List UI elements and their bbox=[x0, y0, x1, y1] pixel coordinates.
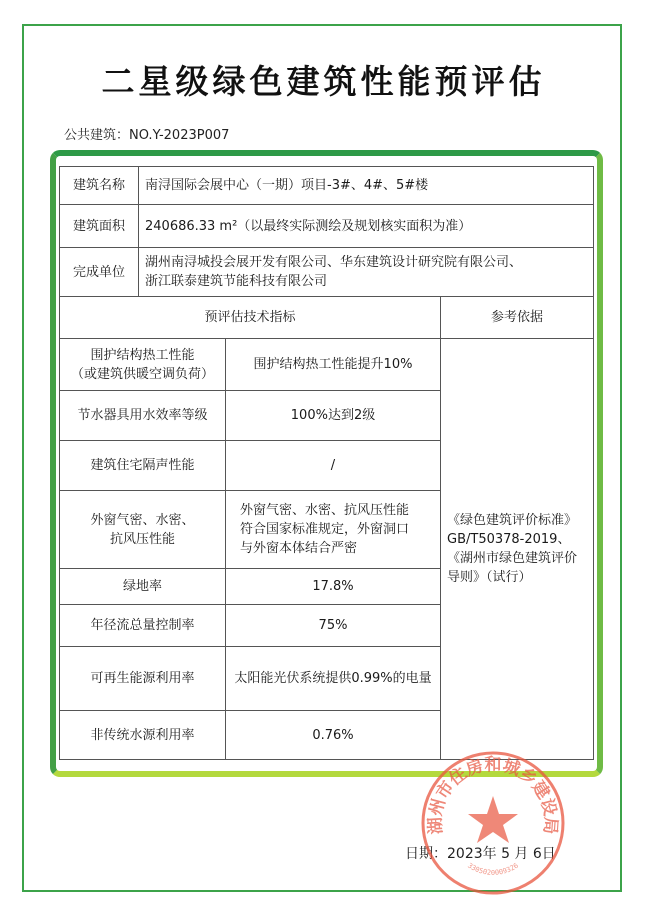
issue-date: 日期：2023年 5 月 6日 bbox=[405, 846, 556, 862]
info-value-area: 240686.33 m²（以最终实际测绘及规划核实面积为准） bbox=[139, 205, 594, 248]
info-label-unit: 完成单位 bbox=[60, 248, 139, 297]
indicator-value: 100%达到2级 bbox=[226, 391, 441, 441]
building-number: 公共建筑：NO.Y-2023P007 bbox=[64, 128, 230, 143]
indicator-name: 非传统水源利用率 bbox=[60, 711, 226, 760]
indicator-name: 节水器具用水效率等级 bbox=[60, 391, 226, 441]
reference-cell bbox=[441, 339, 594, 760]
indicator-value-line-2: 符合国家标准规定，外窗洞口 bbox=[240, 522, 410, 537]
info-value-unit bbox=[139, 248, 594, 297]
unit-line-2: 浙江联泰建筑节能科技有限公司 bbox=[145, 274, 328, 289]
indicator-name-line-2: （或建筑供暖空调负荷） bbox=[70, 366, 214, 382]
reference-line-1: 《绿色建筑评价标准》 bbox=[447, 513, 578, 528]
indicator-value-line-1: 外窗气密、水密、抗风压性能 bbox=[240, 503, 410, 518]
info-value-name: 南浔国际会展中心（一期）项目-3#、4#、5#楼 bbox=[139, 167, 594, 205]
reference-line-2: GB/T50378-2019、 bbox=[447, 532, 571, 547]
indicator-value: / bbox=[226, 441, 441, 491]
indicator-value: 0.76% bbox=[226, 711, 441, 760]
seal-number: 3305020009326 bbox=[466, 861, 520, 877]
svg-text:3305020009326 bbox=[466, 862, 520, 877]
info-row-name bbox=[60, 167, 594, 205]
indicator-name bbox=[60, 491, 226, 569]
info-row-unit bbox=[60, 248, 594, 297]
seal-text: 湖州市住房和城乡建设局 bbox=[425, 754, 561, 835]
indicator-name-line-2: 抗风压性能 bbox=[109, 531, 175, 547]
header-indicators: 预评估技术指标 bbox=[60, 297, 441, 339]
indicator-value: 围护结构热工性能提升10% bbox=[226, 339, 441, 391]
info-label-area: 建筑面积 bbox=[60, 205, 139, 248]
indicator-value: 75% bbox=[226, 605, 441, 647]
indicator-value-line-3: 与外窗本体结合严密 bbox=[240, 541, 358, 556]
certificate-title: 二星级绿色建筑性能预评估 bbox=[101, 62, 546, 101]
indicator-name: 建筑住宅隔声性能 bbox=[60, 441, 226, 491]
reference-line-4: 导则》（试行） bbox=[447, 570, 532, 585]
indicator-value: 太阳能光伏系统提供0.99%的电量 bbox=[226, 647, 441, 711]
info-row-area bbox=[60, 205, 594, 248]
assessment-table bbox=[59, 166, 594, 760]
header-reference: 参考依据 bbox=[441, 297, 594, 339]
reference-line-3: 《湖州市绿色建筑评价 bbox=[447, 551, 578, 566]
indicator-name-line-1: 外窗气密、水密、 bbox=[90, 512, 195, 528]
header-row bbox=[60, 297, 594, 339]
info-label-name: 建筑名称 bbox=[60, 167, 139, 205]
indicator-name: 年径流总量控制率 bbox=[60, 605, 226, 647]
indicator-name: 绿地率 bbox=[60, 569, 226, 605]
indicator-value bbox=[226, 491, 441, 569]
table-row bbox=[60, 339, 594, 391]
unit-line-1: 湖州南浔城投会展开发有限公司、华东建筑设计研究院有限公司、 bbox=[145, 255, 523, 270]
official-seal-icon bbox=[418, 748, 568, 898]
indicator-name: 可再生能源利用率 bbox=[60, 647, 226, 711]
indicator-name-line-1: 围护结构热工性能 bbox=[90, 347, 195, 363]
indicator-name bbox=[60, 339, 226, 391]
indicator-value: 17.8% bbox=[226, 569, 441, 605]
